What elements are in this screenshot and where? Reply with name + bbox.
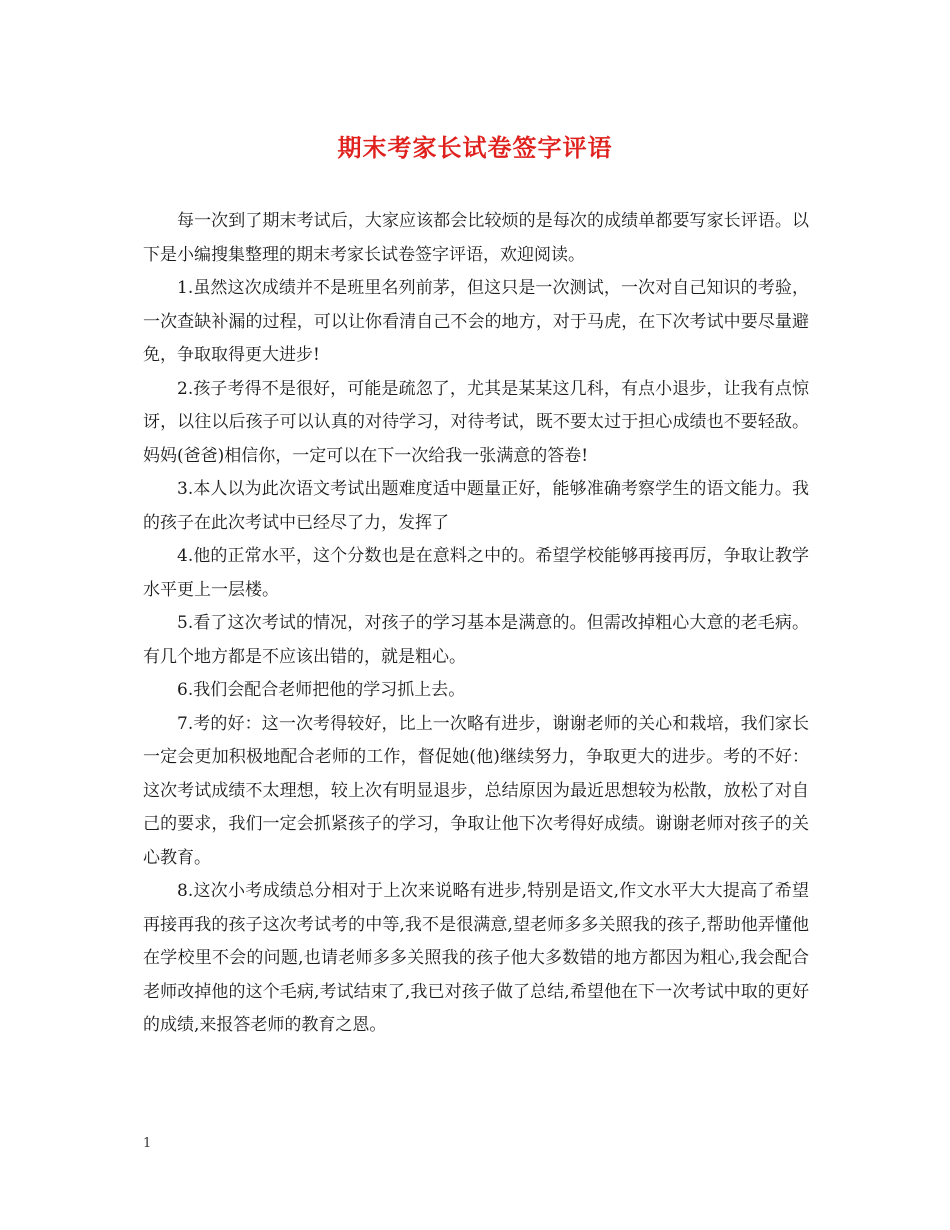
document-title: 期末考家长试卷签字评语 <box>337 133 613 162</box>
comment-paragraph-2: 2.孩子考得不是很好，可能是疏忽了，尤其是某某这几科，有点小退步，让我有点惊讶，以往以后孩子可以认真的对待学习，对待考试，既不要太过于担心成绩也不要轻敌。妈妈(爸爸)相信你，一定可以在下一次给我一张满意的答卷! <box>143 378 809 466</box>
comment-paragraph-6: 6.我们会配合老师把他的学习抓上去。 <box>177 680 466 700</box>
intro-paragraph: 每一次到了期末考试后，大家应该都会比较烦的是每次的成绩单都要写家长评语。以下是小编搜集整理的期末考家长试卷签字评语，欢迎阅读。 <box>143 211 809 265</box>
document-body <box>143 205 809 1043</box>
comment-paragraph-1: 1.虽然这次成绩并不是班里名列前茅，但这只是一次测试，一次对自己知识的考验，一次查缺补漏的过程，可以让你看清自己不会的地方，对于马虎，在下次考试中要尽量避免，争取取得更大进步! <box>143 278 809 365</box>
comment-paragraph-3: 3.本人以为此次语文考试出题难度适中题量正好，能够准确考察学生的语文能力。我的孩子在此次考试中已经尽了力，发挥了 <box>143 479 809 533</box>
comment-paragraph-4: 4.他的正常水平，这个分数也是在意料之中的。希望学校能够再接再厉，争取让教学水平更上一层楼。 <box>143 546 809 600</box>
comment-paragraph-7: 7.考的好：这一次考得较好，比上一次略有进步，谢谢老师的关心和栽培，我们家长一定会更加积极地配合老师的工作，督促她(他)继续努力，争取更大的进步。考的不好：这次考试成绩不太理想，较上次有明显退步，总结原因为最近思想较为松散，放松了对自己的要求，我们一定会抓紧孩子的学习，争取让他下次考得好成绩。谢谢老师对孩子的关心教育。 <box>143 713 809 868</box>
page-number: 1 <box>143 1136 152 1151</box>
comment-paragraph-8: 8.这次小考成绩总分相对于上次来说略有进步,特别是语文,作文水平大大提高了希望再接再我的孩子这次考试考的中等,我不是很满意,望老师多多关照我的孩子,帮助他弄懂他在学校里不会的问题,也请老师多多关照我的孩子他大多数错的地方都因为粗心,我会配合老师改掉他的这个毛病,考试结束了,我已对孩子做了总结,希望他在下一次考试中取的更好的成绩,来报答老师的教育之恩。 <box>143 881 809 1035</box>
comment-paragraph-5: 5.看了这次考试的情况，对孩子的学习基本是满意的。但需改掉粗心大意的老毛病。有几个地方都是不应该出错的，就是粗心。 <box>143 613 809 667</box>
